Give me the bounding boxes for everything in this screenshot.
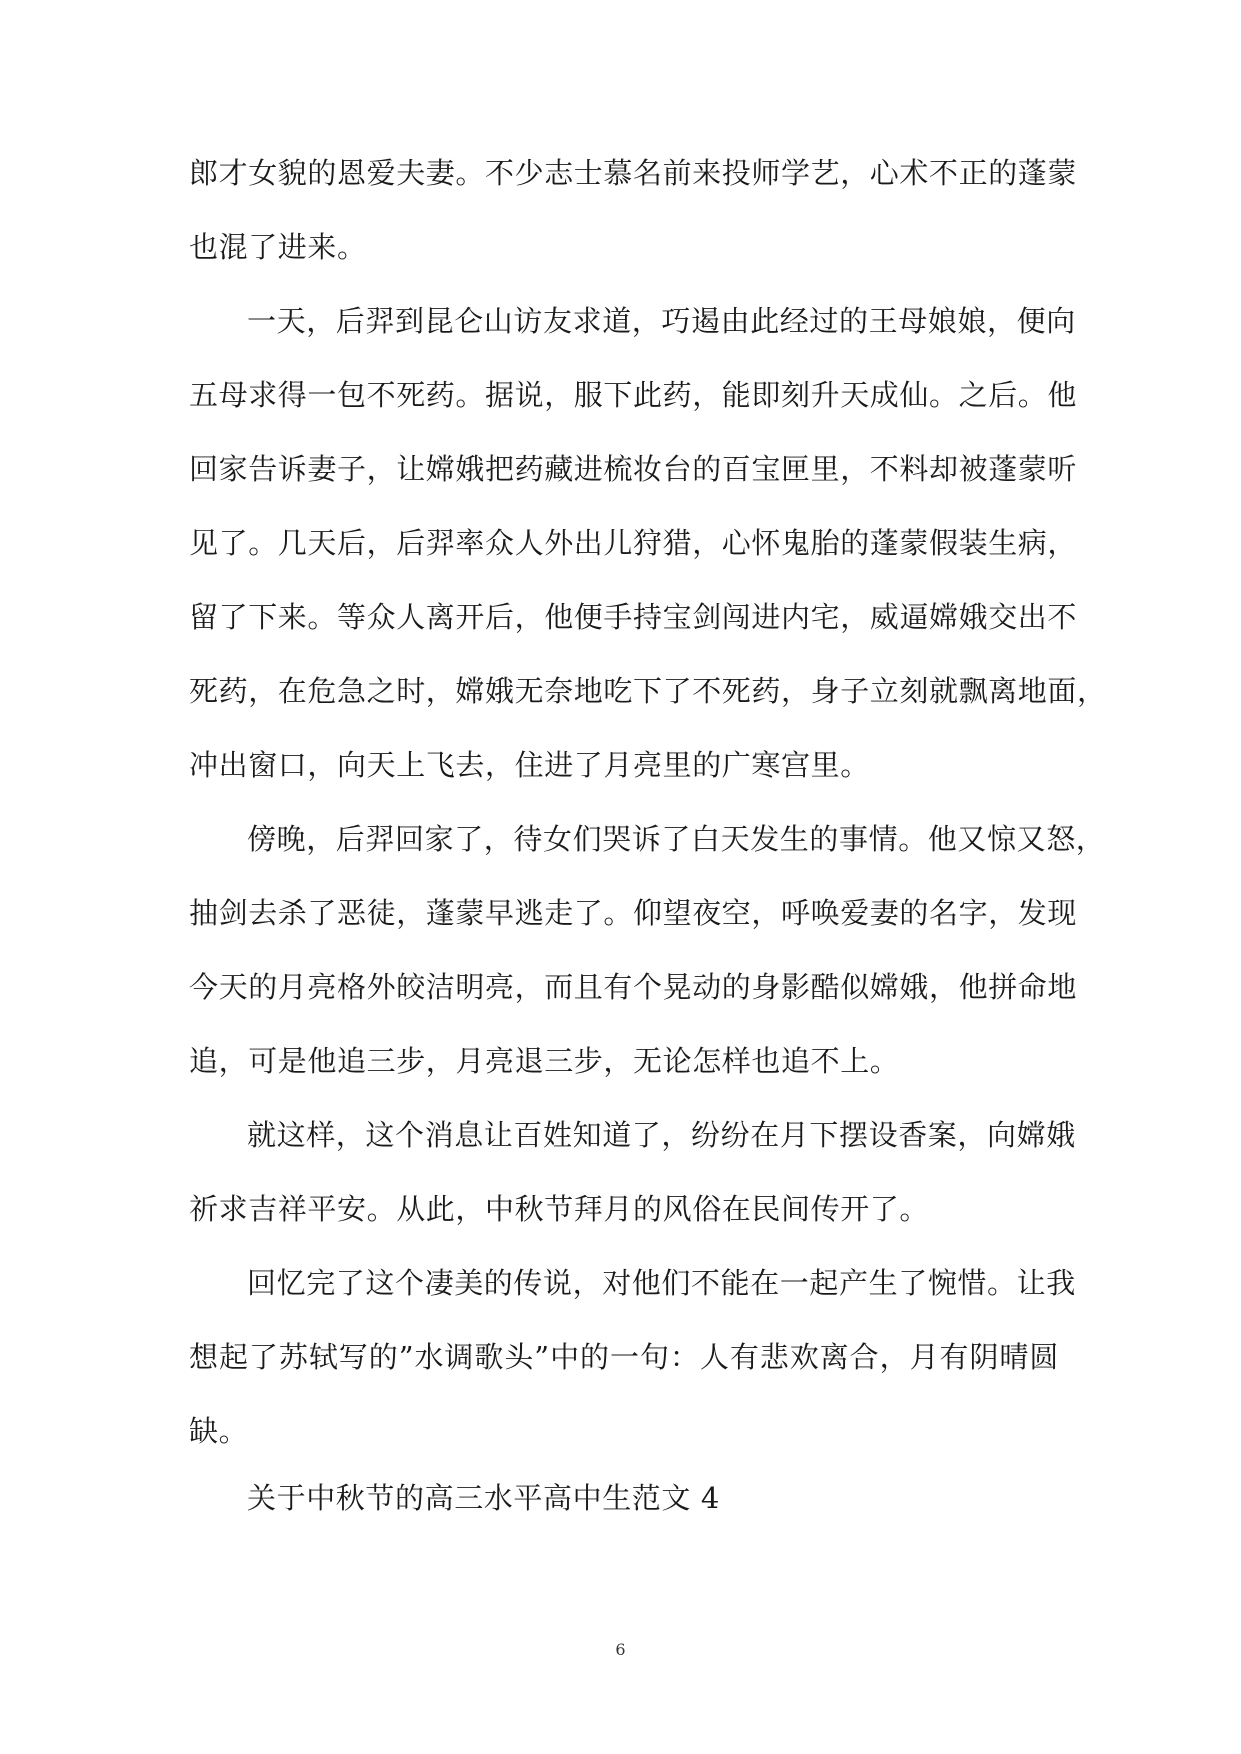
text-line: 回家告诉妻子，让嫦娥把药藏进梳妆台的百宝匣里，不料却被蓬蒙听 <box>189 452 1078 486</box>
text-line: 想起了苏轼写的”水调歌头”中的一句：人有悲欢离合，月有阴晴圆 <box>189 1340 1059 1374</box>
text-line: 缺。 <box>189 1414 249 1448</box>
text-line: 见了。几天后，后羿率众人外出儿狩猎，心怀鬼胎的蓬蒙假装生病， <box>189 526 1078 560</box>
text-line: 祈求吉祥平安。从此，中秋节拜月的风俗在民间传开了。 <box>189 1192 930 1226</box>
section-heading: 关于中秋节的高三水平高中生范文 4 <box>247 1481 720 1515</box>
text-line: 郎才女貌的恩爱夫妻。不少志士慕名前来投师学艺，心术不正的蓬蒙 <box>189 156 1078 190</box>
text-line: 就这样，这个消息让百姓知道了，纷纷在月下摆设香案，向嫦娥 <box>247 1118 1076 1152</box>
text-line: 抽剑去杀了恶徒，蓬蒙早逃走了。仰望夜空，呼唤爱妻的名字，发现 <box>189 896 1078 930</box>
text-line: 留了下来。等众人离开后，他便手持宝剑闯进内宅，威逼嫦娥交出不 <box>189 600 1078 634</box>
text-line: 一天，后羿到昆仑山访友求道，巧遏由此经过的王母娘娘，便向 <box>247 304 1076 338</box>
text-line: 冲出窗口，向天上飞去，住进了月亮里的广寒宫里。 <box>189 748 870 782</box>
text-line: 追，可是他追三步，月亮退三步，无论怎样也追不上。 <box>189 1044 900 1078</box>
text-line: 回忆完了这个凄美的传说，对他们不能在一起产生了惋惜。让我 <box>247 1266 1076 1300</box>
text-line: 死药，在危急之时，嫦娥无奈地吃下了不死药，身子立刻就飘离地面， <box>189 674 1107 708</box>
text-line: 今天的月亮格外皎洁明亮，而且有个晃动的身影酷似嫦娥，他拼命地 <box>189 970 1078 1004</box>
text-line: 也混了进来。 <box>189 230 367 264</box>
text-line: 傍晚，后羿回家了，待女们哭诉了白天发生的事情。他又惊又怒， <box>247 822 1106 856</box>
page-number: 6 <box>615 1640 626 1659</box>
text-line: 五母求得一包不死药。据说，服下此药，能即刻升天成仙。之后。他 <box>189 378 1078 412</box>
